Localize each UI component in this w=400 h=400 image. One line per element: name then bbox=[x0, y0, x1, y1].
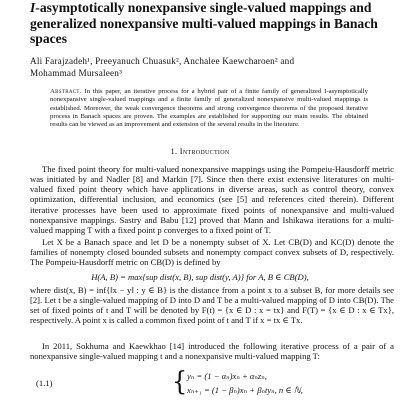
paper-title bbox=[30, 0, 390, 47]
abstract bbox=[50, 88, 368, 129]
equation-brace: { bbox=[172, 365, 188, 397]
title-lead: I bbox=[30, 0, 36, 15]
paragraph-1: The fixed point theory for multi-valued nonexpansive mappings using the Pompeiu-Hausdorff metric was initiated by and Nadler [8] and Markin [7]. Since then there exist extensive literatures on multi-valued fixed point theory which have applications in diverse areas, such as control theory, convex optimization, differential inclusion, and economics (see [5] and references cited therein). Different iterative processes have been used to approximate fixed points of nonexpansive and multi-valued nonexpansive mappings. Sastry and Babu [12] proved that Mann and Ishikawa iterations for a multi-valued mapping T with a fixed point p converges to a fixed point of T. bbox=[30, 164, 394, 235]
author-list bbox=[30, 55, 390, 79]
equation-line-2: xₙ₊₁ = (1 − βₙ)xₙ + βₙtyₙ, n ∈ ℕ, bbox=[187, 385, 303, 395]
abstract-text: In this paper, an iterative process for a hybrid pair of a finite family of generalized I-asymptotically nonexpansive single-valued mappings and a finite family of generalized nonexpansive multi-valued mappings is established. Moreover, the weak convergence theorems and strong convergence theorems of the proposed iterative process in Banach spaces are proven. The examples are established for supporting our main results. The obtained results can be viewed as an improvement and extension of the several results in the literature. bbox=[50, 88, 368, 129]
paragraph-3: where dist(x, B) = inf{‖x − y‖ : y ∈ B} is the distance from a point x to a subset B, for more details see [2]. Let t be a single-valued mapping of D into D and T be a multi-valued mapping of D into CB(D). The set of fixed points of t and T will be denoted by F(t) = {x ∈ D : x = tx} and F(T) = {x ∈ D : x ∈ Tx}, respectively. A point x is called a common fixed point of t and T if x = tx ∈ Tx. bbox=[30, 285, 394, 326]
section-heading: 1. Introduction bbox=[170, 147, 230, 156]
authors-line-1: Ali Farajzadeh¹, Preeyanuch Chuasuk², Anchalee Kaewcharoen² and bbox=[30, 56, 295, 66]
hausdorff-formula: H(A, B) = max{sup dist(x, B), sup dist(y, A)} for A, B ∈ CB(D), bbox=[91, 272, 309, 282]
paragraph-2: Let X be a Banach space and let D be a nonempty subset of X. Let CB(D) and KC(D) denote the families of nonempty closed bounded subsets and nonempty compact convex subsets of D, respectively. The Pompeiu-Hausdorff metric on CB(D) is defined by bbox=[30, 237, 394, 268]
equation-label: (1.1) bbox=[36, 378, 53, 388]
authors-line-2: Mohammad Mursaleen³ bbox=[30, 68, 123, 78]
paragraph-4: In 2011, Sokhuma and Kaewkhao [14] introduced the following iterative process of a pair of a nonexpansive single-valued mapping t and a nonexpansive multi-valued mapping T: bbox=[30, 341, 394, 362]
equation-line-1: yₙ = (1 − αₙ)xₙ + αₙzₙ, bbox=[187, 371, 267, 381]
title-rest: -asymptotically nonexpansive single-valued mappings and generalized nonexpansive multi-valued mappings in Banach spaces bbox=[30, 0, 378, 46]
abstract-label: Abstract. bbox=[50, 88, 82, 95]
